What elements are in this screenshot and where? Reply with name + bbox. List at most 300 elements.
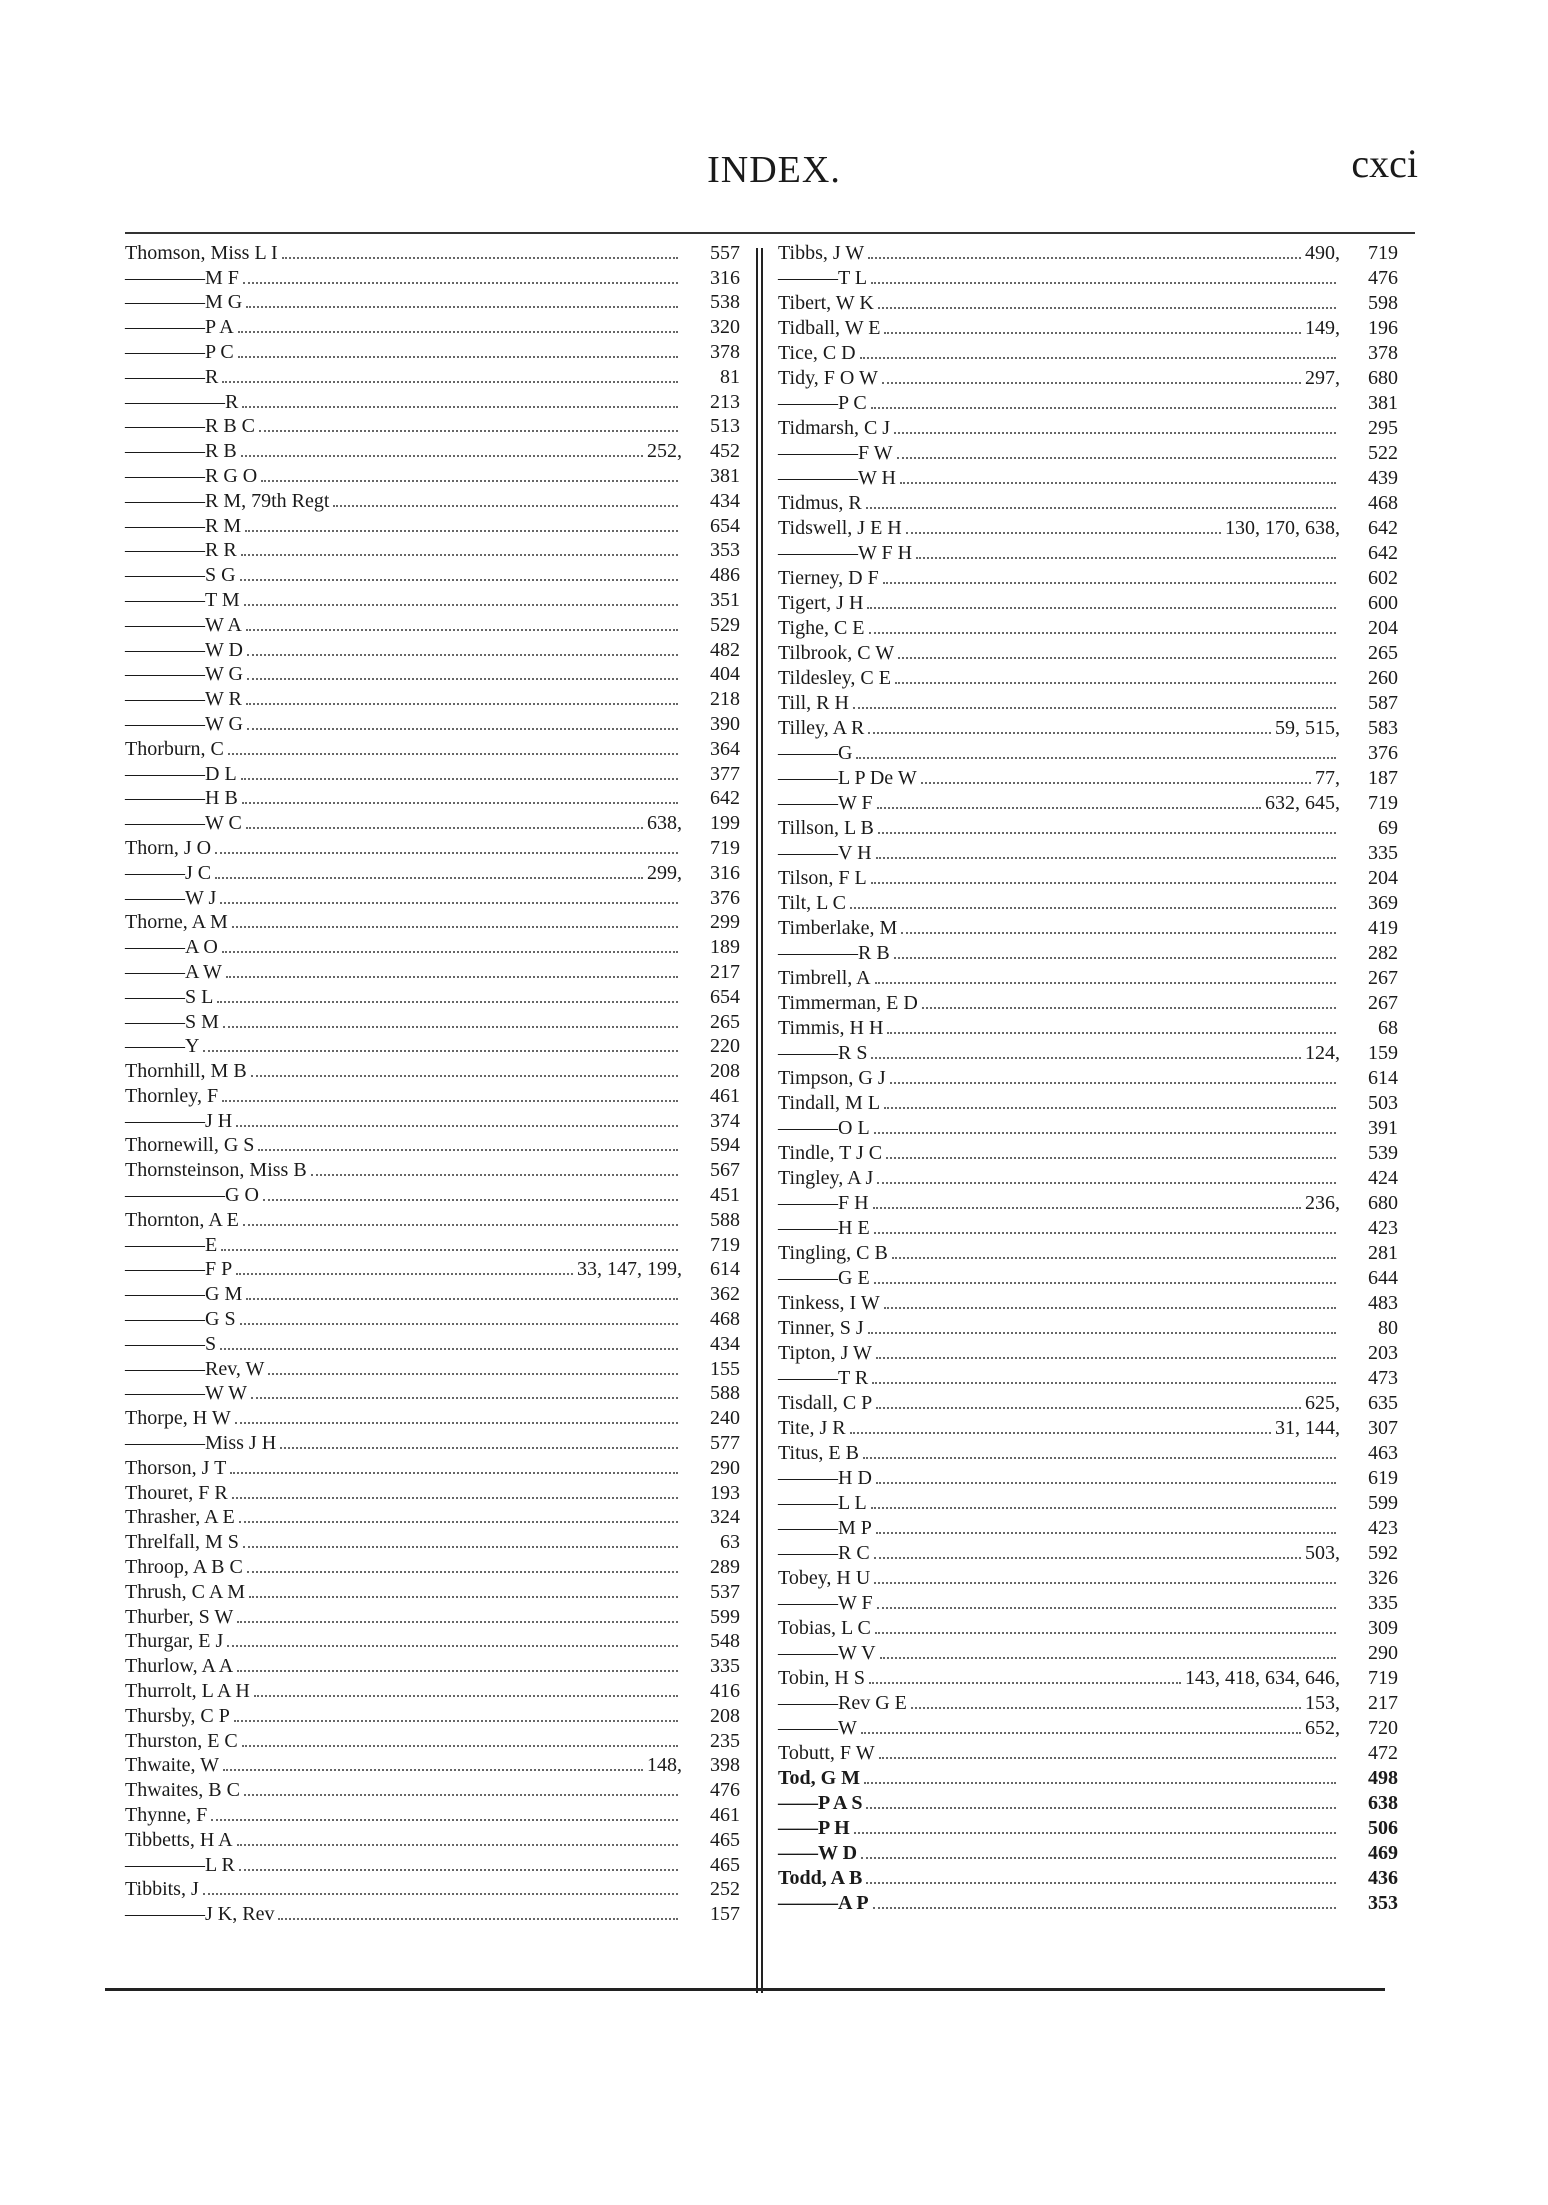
- entry-name: ————J K, Rev: [125, 1903, 275, 1926]
- entry-name: ————R M: [125, 514, 242, 537]
- leader-dots: [898, 657, 1336, 659]
- index-entry: [125, 562, 740, 587]
- entry-page: 482: [710, 638, 740, 661]
- entry-page: 381: [710, 464, 740, 487]
- leader-dots: [879, 1757, 1336, 1759]
- leader-dots: [874, 1232, 1336, 1234]
- entry-name: Tidmarsh, C J: [778, 417, 891, 439]
- leader-dots: [203, 1893, 678, 1895]
- entry-name: Thornton, A E: [125, 1208, 239, 1231]
- leader-dots: [901, 932, 1336, 934]
- entry-page: 376: [1368, 742, 1398, 764]
- entry-page: 235: [710, 1729, 740, 1752]
- entry-name: Tingley, A J: [778, 1167, 874, 1189]
- leader-dots: [234, 1720, 678, 1722]
- entry-page: 353: [710, 539, 740, 562]
- leader-dots: [247, 678, 678, 680]
- entry-page: 486: [710, 564, 740, 587]
- leader-dots: [247, 728, 678, 730]
- entry-name: Tidball, W E: [778, 317, 881, 339]
- entry-name: ————G S: [125, 1308, 236, 1331]
- leader-dots: [864, 1782, 1336, 1784]
- leader-dots: [877, 1182, 1336, 1184]
- entry-name: Titus, E B: [778, 1442, 859, 1464]
- entry-name: Thurston, E C: [125, 1729, 238, 1752]
- index-entry: [125, 1009, 740, 1034]
- entry-page: 316: [710, 266, 740, 289]
- index-entry: [778, 340, 1398, 365]
- entry-name: ———M P: [778, 1517, 872, 1539]
- entry-name: ————W G: [125, 712, 243, 735]
- entry-name: Tod, G M: [778, 1767, 861, 1789]
- entry-name: ————E: [125, 1233, 218, 1256]
- entry-page: 719: [1368, 242, 1398, 264]
- index-entry: [778, 1415, 1398, 1440]
- index-entry: [125, 1480, 740, 1505]
- entry-name: ———W V: [778, 1642, 876, 1664]
- entry-page: 594: [710, 1134, 740, 1157]
- entry-name: ———W J: [125, 886, 217, 909]
- entry-page: 220: [710, 1035, 740, 1058]
- entry-page: 635: [1368, 1392, 1398, 1414]
- entry-page: 320: [710, 316, 740, 339]
- entry-references: 297,: [1305, 367, 1340, 389]
- leader-dots: [247, 654, 678, 656]
- entry-page: 468: [1368, 492, 1398, 514]
- index-entry: [778, 1190, 1398, 1215]
- entry-name: Throop, A B C: [125, 1556, 243, 1579]
- index-entry: [125, 1678, 740, 1703]
- index-entry: [778, 1815, 1398, 1840]
- index-entry: [125, 860, 740, 885]
- entry-references: 31, 144,: [1275, 1417, 1340, 1439]
- leader-dots: [866, 1882, 1336, 1884]
- entry-name: ———S M: [125, 1010, 219, 1033]
- leader-dots: [882, 382, 1301, 384]
- index-entry: [125, 662, 740, 687]
- entry-name: ———W F: [778, 792, 873, 814]
- leader-dots: [311, 1174, 678, 1176]
- entry-name: ———P C: [778, 392, 867, 414]
- leader-dots: [243, 1224, 678, 1226]
- index-entry: [125, 1753, 740, 1778]
- index-entry: [778, 1315, 1398, 1340]
- leader-dots: [259, 430, 678, 432]
- entry-name: Thornley, F: [125, 1084, 219, 1107]
- index-entry: [125, 538, 740, 563]
- entry-page: 69: [1378, 817, 1398, 839]
- entry-name: Thorne, A M: [125, 911, 228, 934]
- entry-page: 654: [710, 985, 740, 1008]
- entry-page: 335: [1368, 842, 1398, 864]
- index-entry: [778, 815, 1398, 840]
- leader-dots: [280, 1447, 678, 1449]
- entry-name: Tindall, M L: [778, 1092, 881, 1114]
- entry-name: ————Miss J H: [125, 1432, 277, 1455]
- index-entry: [778, 1440, 1398, 1465]
- index-entry: [778, 1090, 1398, 1115]
- entry-page: 719: [1368, 1667, 1398, 1689]
- index-entry: [778, 1040, 1398, 1065]
- index-entry: [778, 1340, 1398, 1365]
- entry-page: 423: [1368, 1517, 1398, 1539]
- entry-name: Tilley, A R: [778, 717, 865, 739]
- entry-name: —————G O: [125, 1184, 259, 1207]
- leader-dots: [877, 1607, 1336, 1609]
- entry-name: ————T M: [125, 588, 240, 611]
- index-entry: [778, 1640, 1398, 1665]
- entry-page: 63: [720, 1531, 740, 1554]
- entry-page: 374: [710, 1109, 740, 1132]
- index-entry: [778, 1390, 1398, 1415]
- entry-page: 81: [720, 365, 740, 388]
- index-entry: [125, 1629, 740, 1654]
- leader-dots: [875, 982, 1336, 984]
- leader-dots: [911, 1707, 1301, 1709]
- entry-page: 80: [1378, 1317, 1398, 1339]
- leader-dots: [217, 1001, 678, 1003]
- leader-dots: [868, 732, 1271, 734]
- entry-name: ————R M, 79th Regt: [125, 489, 330, 512]
- entry-name: ————L R: [125, 1853, 235, 1876]
- index-entry: [125, 1356, 740, 1381]
- index-entry: [125, 959, 740, 984]
- entry-page: 265: [710, 1010, 740, 1033]
- entry-references: 632, 645,: [1265, 792, 1340, 814]
- leader-dots: [241, 778, 678, 780]
- leader-dots: [873, 1907, 1336, 1909]
- entry-name: ————P C: [125, 340, 234, 363]
- leader-dots: [873, 1207, 1301, 1209]
- leader-dots: [236, 1273, 573, 1275]
- leader-dots: [876, 1407, 1301, 1409]
- entry-page: 587: [1368, 692, 1398, 714]
- index-entry: [778, 1165, 1398, 1190]
- entry-page: 353: [1368, 1892, 1398, 1914]
- entry-name: ————R: [125, 365, 219, 388]
- entry-name: Thursby, C P: [125, 1704, 230, 1727]
- leader-dots: [887, 1032, 1336, 1034]
- index-entry: [778, 615, 1398, 640]
- index-entry: [125, 736, 740, 761]
- index-entry: [778, 640, 1398, 665]
- index-entry: [778, 1490, 1398, 1515]
- leader-dots: [238, 331, 678, 333]
- leader-dots: [333, 505, 678, 507]
- leader-dots: [278, 1918, 678, 1920]
- entry-name: Thouret, F R: [125, 1481, 228, 1504]
- leader-dots: [874, 1132, 1336, 1134]
- leader-dots: [900, 482, 1336, 484]
- index-entry: [125, 513, 740, 538]
- index-entry: [125, 1405, 740, 1430]
- entry-name: Tillson, L B: [778, 817, 874, 839]
- index-entry: [125, 389, 740, 414]
- entry-name: Thurber, S W: [125, 1605, 234, 1628]
- entry-name: ———W: [778, 1717, 857, 1739]
- index-entry: [778, 1590, 1398, 1615]
- leader-dots: [263, 1199, 678, 1201]
- leader-dots: [223, 1769, 643, 1771]
- entry-name: ————S G: [125, 564, 236, 587]
- index-entry: [125, 290, 740, 315]
- leader-dots: [246, 629, 678, 631]
- index-entry: [778, 990, 1398, 1015]
- index-entry: [778, 665, 1398, 690]
- entry-page: 503: [1368, 1092, 1398, 1114]
- entry-references: 77,: [1315, 767, 1340, 789]
- index-entry: [125, 984, 740, 1009]
- leader-dots: [878, 832, 1336, 834]
- entry-page: 260: [1368, 667, 1398, 689]
- entry-name: ————G M: [125, 1283, 243, 1306]
- entry-page: 451: [710, 1184, 740, 1207]
- leader-dots: [890, 1082, 1336, 1084]
- entry-name: ————M G: [125, 291, 243, 314]
- entry-name: ————W A: [125, 613, 242, 636]
- entry-page: 539: [1368, 1142, 1398, 1164]
- leader-dots: [241, 554, 678, 556]
- leader-dots: [244, 604, 678, 606]
- leader-dots: [880, 1657, 1336, 1659]
- entry-page: 619: [1368, 1467, 1398, 1489]
- entry-page: 598: [1368, 292, 1398, 314]
- leader-dots: [886, 1157, 1336, 1159]
- leader-dots: [237, 1844, 678, 1846]
- leader-dots: [258, 1149, 678, 1151]
- leader-dots: [871, 1507, 1336, 1509]
- index-entry: [778, 490, 1398, 515]
- entry-name: Tibbetts, H A: [125, 1828, 233, 1851]
- index-entry: [778, 1865, 1398, 1890]
- leader-dots: [237, 1621, 678, 1623]
- entry-page: 377: [710, 762, 740, 785]
- entry-page: 720: [1368, 1717, 1398, 1739]
- entry-name: ———O L: [778, 1117, 870, 1139]
- leader-dots: [230, 1472, 678, 1474]
- leader-dots: [876, 1482, 1336, 1484]
- leader-dots: [237, 1670, 678, 1672]
- entry-name: ————P A: [125, 316, 234, 339]
- entry-name: Thomson, Miss L I: [125, 241, 278, 264]
- entry-name: ———J C: [125, 861, 212, 884]
- entry-references: 143, 418, 634, 646,: [1185, 1667, 1340, 1689]
- entry-page: 155: [710, 1357, 740, 1380]
- index-entry: [125, 934, 740, 959]
- leader-dots: [883, 582, 1336, 584]
- entry-name: ———F H: [778, 1192, 869, 1214]
- entry-page: 295: [1368, 417, 1398, 439]
- leader-dots: [868, 257, 1301, 259]
- index-entry: [778, 390, 1398, 415]
- entry-name: ————W C: [125, 812, 242, 835]
- leader-dots: [861, 1732, 1301, 1734]
- entry-name: ——P H: [778, 1817, 850, 1839]
- index-entry: [778, 1465, 1398, 1490]
- entry-references: 148,: [647, 1754, 682, 1777]
- index-entry: [125, 240, 740, 265]
- leader-dots: [268, 1373, 678, 1375]
- leader-dots: [860, 357, 1336, 359]
- index-entry: [125, 364, 740, 389]
- entry-page: 290: [710, 1456, 740, 1479]
- leader-dots: [850, 1432, 1271, 1434]
- entry-page: 203: [1368, 1342, 1398, 1364]
- entry-name: —————R: [125, 390, 239, 413]
- entry-name: ———Rev G E: [778, 1692, 907, 1714]
- entry-page: 476: [710, 1779, 740, 1802]
- entry-name: Tildesley, C E: [778, 667, 891, 689]
- entry-page: 335: [1368, 1592, 1398, 1614]
- leader-dots: [875, 1632, 1336, 1634]
- index-entry: [778, 265, 1398, 290]
- leader-dots: [223, 1026, 678, 1028]
- entry-name: ———T L: [778, 267, 868, 289]
- entry-name: Timmerman, E D: [778, 992, 918, 1014]
- entry-name: ————W H: [778, 467, 896, 489]
- leader-dots: [240, 579, 678, 581]
- entry-name: Tice, C D: [778, 342, 856, 364]
- entry-name: Tilt, L C: [778, 892, 846, 914]
- entry-name: ————W R: [125, 688, 242, 711]
- entry-page: 434: [710, 1332, 740, 1355]
- index-entry: [778, 440, 1398, 465]
- entry-page: 391: [1368, 1117, 1398, 1139]
- entry-page: 326: [1368, 1567, 1398, 1589]
- index-entry: [125, 1653, 740, 1678]
- entry-page: 335: [710, 1655, 740, 1678]
- entry-references: 149,: [1305, 317, 1340, 339]
- index-entry: [125, 1058, 740, 1083]
- leader-dots: [872, 1382, 1336, 1384]
- index-entry: [125, 1604, 740, 1629]
- index-entry: [778, 840, 1398, 865]
- entry-page: 577: [710, 1432, 740, 1455]
- index-entry: [125, 1281, 740, 1306]
- entry-references: 124,: [1305, 1042, 1340, 1064]
- entry-page: 588: [710, 1382, 740, 1405]
- entry-page: 548: [710, 1630, 740, 1653]
- leader-dots: [239, 1869, 678, 1871]
- leader-dots: [853, 707, 1336, 709]
- entry-name: Tobin, H S: [778, 1667, 865, 1689]
- index-entry: [125, 1827, 740, 1852]
- entry-name: ———G E: [778, 1267, 870, 1289]
- entry-page: 189: [710, 936, 740, 959]
- index-entry: [125, 835, 740, 860]
- entry-page: 599: [1368, 1492, 1398, 1514]
- entry-name: Todd, A B: [778, 1867, 863, 1889]
- entry-page: 381: [1368, 392, 1398, 414]
- entry-name: Tibert, W K: [778, 292, 874, 314]
- index-entry: [778, 1740, 1398, 1765]
- leader-dots: [854, 1832, 1336, 1834]
- index-entry: [125, 1430, 740, 1455]
- leader-dots: [916, 557, 1336, 559]
- entry-name: Timmis, H H: [778, 1017, 884, 1039]
- top-rule: [125, 232, 1415, 234]
- entry-name: Tighe, C E: [778, 617, 865, 639]
- entry-page: 299: [710, 911, 740, 934]
- entry-name: Thorpe, H W: [125, 1407, 231, 1430]
- entry-name: ————F P: [125, 1258, 233, 1281]
- index-entry: [125, 1157, 740, 1182]
- entry-name: ————R R: [125, 539, 237, 562]
- entry-page: 583: [1368, 717, 1398, 739]
- entry-page: 537: [710, 1580, 740, 1603]
- entry-page: 498: [1368, 1767, 1398, 1789]
- entry-name: Tinner, S J: [778, 1317, 864, 1339]
- leader-dots: [251, 1397, 678, 1399]
- index-entry: [778, 765, 1398, 790]
- entry-page: 644: [1368, 1267, 1398, 1289]
- entry-page: 592: [1368, 1542, 1398, 1564]
- entry-name: Tisdall, C P: [778, 1392, 873, 1414]
- index-entry: [125, 1554, 740, 1579]
- entry-page: 281: [1368, 1242, 1398, 1264]
- leader-dots: [871, 282, 1336, 284]
- index-entry: [125, 711, 740, 736]
- leader-dots: [282, 257, 678, 259]
- entry-name: ————R B: [778, 942, 890, 964]
- leader-dots: [226, 976, 678, 978]
- column-divider: [756, 248, 763, 1993]
- entry-page: 506: [1368, 1817, 1398, 1839]
- index-entry: [125, 761, 740, 786]
- entry-page: 538: [710, 291, 740, 314]
- entry-page: 465: [710, 1853, 740, 1876]
- entry-page: 513: [710, 415, 740, 438]
- entry-name: Threlfall, M S: [125, 1531, 239, 1554]
- index-entry: [125, 1505, 740, 1530]
- entry-page: 376: [710, 886, 740, 909]
- leader-dots: [227, 1645, 678, 1647]
- entry-references: 638,: [647, 812, 682, 835]
- entry-name: ———G: [778, 742, 853, 764]
- index-entry: [125, 1777, 740, 1802]
- entry-name: Thwaite, W: [125, 1754, 220, 1777]
- entry-name: Tilson, F L: [778, 867, 867, 889]
- entry-page: 461: [710, 1804, 740, 1826]
- index-entry: [125, 1703, 740, 1728]
- entry-name: Tobutt, F W: [778, 1742, 875, 1764]
- entry-page: 351: [710, 588, 740, 611]
- entry-page: 642: [1368, 517, 1398, 539]
- entry-name: Tidswell, J E H: [778, 517, 902, 539]
- index-entry: [778, 1765, 1398, 1790]
- leader-dots: [922, 1007, 1336, 1009]
- entry-name: Thornhill, M B: [125, 1060, 247, 1083]
- index-entry: [778, 1140, 1398, 1165]
- entry-name: ———H E: [778, 1217, 870, 1239]
- index-entry: [778, 590, 1398, 615]
- entry-name: Thrasher, A E: [125, 1506, 235, 1529]
- index-entry: [125, 885, 740, 910]
- entry-name: ————H B: [125, 787, 238, 810]
- leader-dots: [869, 632, 1336, 634]
- index-entry: [778, 940, 1398, 965]
- index-entry: [778, 1840, 1398, 1865]
- entry-page: 159: [1368, 1042, 1398, 1064]
- index-entry: [778, 865, 1398, 890]
- entry-page: 614: [1368, 1067, 1398, 1089]
- entry-page: 267: [1368, 967, 1398, 989]
- index-entry: [778, 365, 1398, 390]
- entry-name: ———R C: [778, 1542, 870, 1564]
- entry-name: ————W W: [125, 1382, 248, 1405]
- entry-page: 68: [1378, 1017, 1398, 1039]
- entry-name: ————Rev, W: [125, 1357, 265, 1380]
